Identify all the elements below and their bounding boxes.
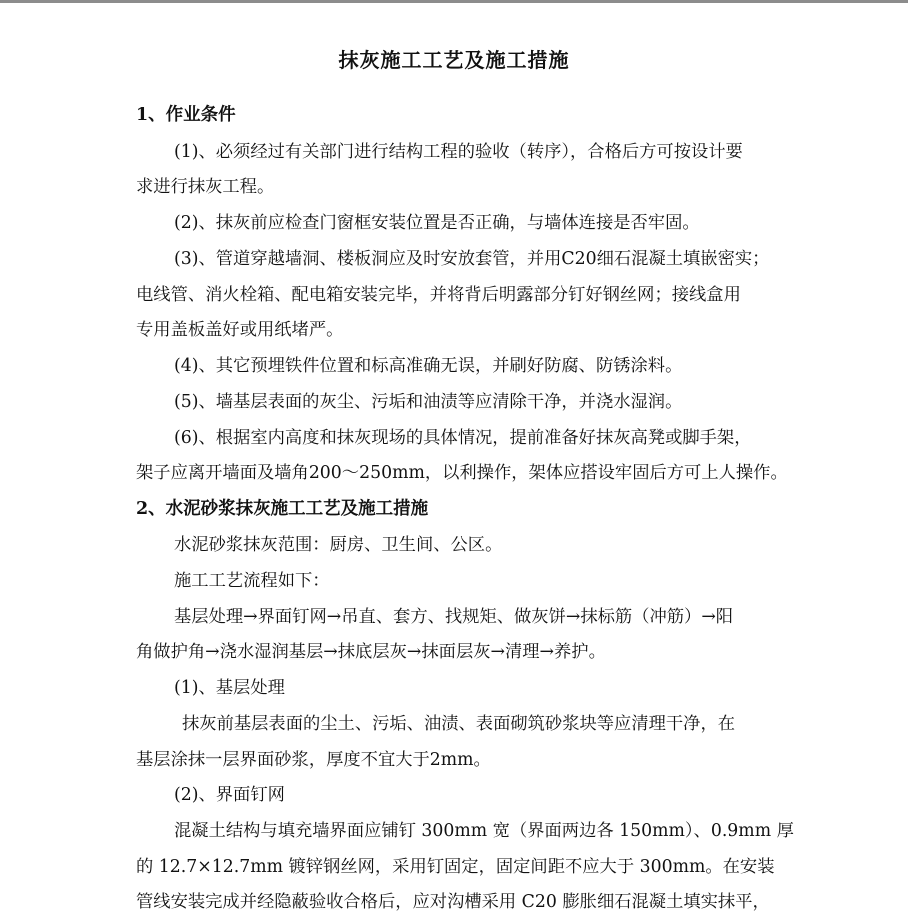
paragraph-line: 电线管、消火栓箱、配电箱安装完毕，并将背后明露部分钉好钢丝网；接线盒用 [136,285,741,305]
subsection-heading: (1)、基层处理 [174,678,285,698]
paragraph-line: (2)、抹灰前应检查门窗框安装位置是否正确，与墙体连接是否牢固。 [174,213,700,233]
paragraph-line: 混凝土结构与填充墙界面应铺钉 300mm 宽（界面两边各 150mm）、0.9mm 厚 [174,821,794,841]
page-top-border [0,0,908,3]
paragraph-line: (1)、必须经过有关部门进行结构工程的验收（转序），合格后方可按设计要 [174,142,743,162]
paragraph-line: 专用盖板盖好或用纸堵严。 [136,320,344,340]
paragraph-line: 架子应离开墙面及墙角200～250mm，以利操作，架体应搭设牢固后方可上人操作。 [136,463,788,483]
section-2-heading: 2、水泥砂浆抹灰施工工艺及施工措施 [136,499,429,519]
section-1-heading: 1、作业条件 [136,105,236,125]
paragraph-line: 基层处理→界面钉网→吊直、套方、找规矩、做灰饼→抹标筋（冲筋）→阳 [174,607,734,627]
subsection-heading: (2)、界面钉网 [174,785,285,805]
paragraph-line: (3)、管道穿越墙洞、楼板洞应及时安放套管，并用C20细石混凝土填嵌密实； [174,249,770,269]
paragraph-line: 施工工艺流程如下： [174,571,330,591]
paragraph-line: (4)、其它预埋铁件位置和标高准确无误，并刷好防腐、防锈涂料。 [174,356,683,376]
paragraph-line: 管线安装完成并经隐蔽验收合格后，应对沟槽采用 C20 膨胀细石混凝土填实抹平， [136,892,770,912]
paragraph-line: 基层涂抹一层界面砂浆，厚度不宜大于2mm。 [136,750,491,770]
document-title: 抹灰施工工艺及施工措施 [338,48,570,72]
paragraph-line: (6)、根据室内高度和抹灰现场的具体情况，提前准备好抹灰高凳或脚手架， [174,428,752,448]
paragraph-line: 求进行抹灰工程。 [136,177,275,197]
paragraph-line: 角做护角→浇水湿润基层→抹底层灰→抹面层灰→清理→养护。 [136,642,606,662]
paragraph-line: 的 12.7×12.7mm 镀锌钢丝网，采用钉固定，固定间距不应大于 300mm。在安装 [136,857,775,877]
paragraph-line: (5)、墙基层表面的灰尘、污垢和油渍等应清除干净，并浇水湿润。 [174,392,683,412]
paragraph-line: 抹灰前基层表面的尘土、污垢、油渍、表面砌筑砂浆块等应清理干净，在 [182,714,736,734]
paragraph-line: 水泥砂浆抹灰范围：厨房、卫生间、公区。 [174,535,503,555]
